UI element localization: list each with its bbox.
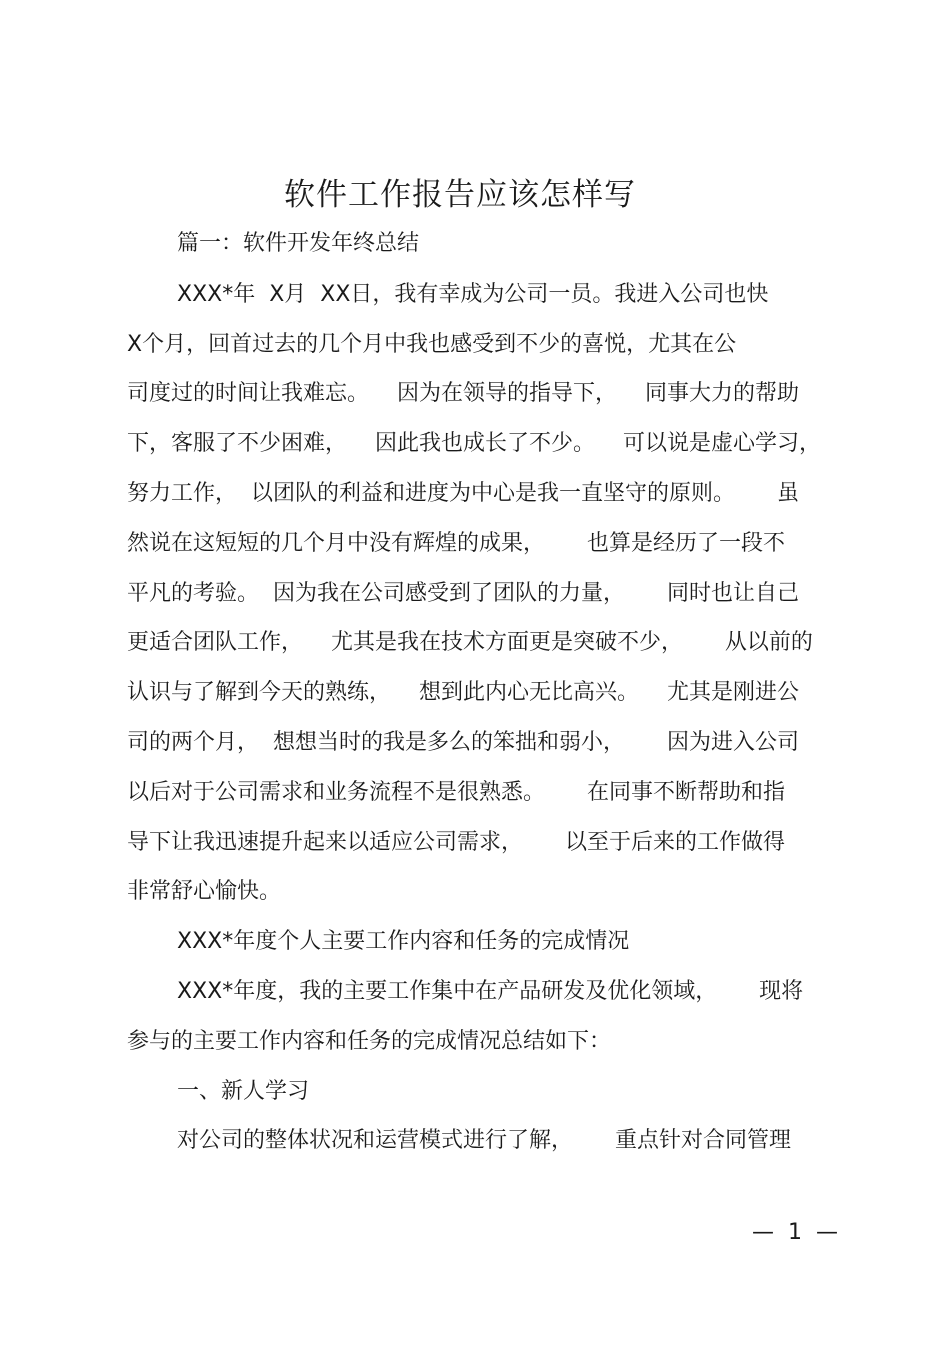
section-heading: XXX*年度个人主要工作内容和任务的完成情况: [177, 929, 630, 954]
body-text-line: X个月，回首过去的几个月中我也感受到不少的喜悦，尤其在公: [127, 332, 737, 357]
body-text-line: XXX*年度，我的主要工作集中在产品研发及优化领域， 现将: [177, 979, 804, 1004]
section-heading: 一、新人学习: [177, 1079, 310, 1104]
body-text-line: XXX*年 X月 XX日，我有幸成为公司一员。我进入公司也快: [177, 282, 769, 307]
body-text-line: 司的两个月， 想想当时的我是多么的笨拙和弱小， 因为进入公司: [127, 730, 799, 755]
body-text-line: 参与的主要工作内容和任务的完成情况总结如下：: [127, 1029, 612, 1054]
body-text-line: 对公司的整体状况和运营模式进行了解， 重点针对合同管理: [177, 1128, 791, 1153]
body-text-line: 非常舒心愉快。: [127, 879, 282, 904]
body-text-line: 平凡的考验。 因为我在公司感受到了团队的力量， 同时也让自己: [127, 581, 799, 606]
page-number: — 1 —: [752, 1220, 838, 1245]
body-text-line: 司度过的时间让我难忘。 因为在领导的指导下， 同事大力的帮助: [127, 381, 799, 406]
document-title: 软件工作报告应该怎样写: [284, 177, 636, 213]
body-text-line: 努力工作， 以团队的利益和进度为中心是我一直坚守的原则。 虽: [127, 481, 799, 506]
body-text-line: 认识与了解到今天的熟练， 想到此内心无比高兴。 尤其是刚进公: [127, 680, 799, 705]
body-text-line: 导下让我迅速提升起来以适应公司需求， 以至于后来的工作做得: [127, 830, 785, 855]
body-text-line: 更适合团队工作， 尤其是我在技术方面更是突破不少， 从以前的: [127, 630, 813, 655]
body-text-line: 下，客服了不少困难， 因此我也成长了不少。 可以说是虚心学习，: [127, 431, 821, 456]
body-text-line: 然说在这短短的几个月中没有辉煌的成果， 也算是经历了一段不: [127, 531, 785, 556]
body-text-line: 以后对于公司需求和业务流程不是很熟悉。 在同事不断帮助和指: [127, 780, 785, 805]
section-heading: 篇一：软件开发年终总结: [177, 231, 420, 256]
